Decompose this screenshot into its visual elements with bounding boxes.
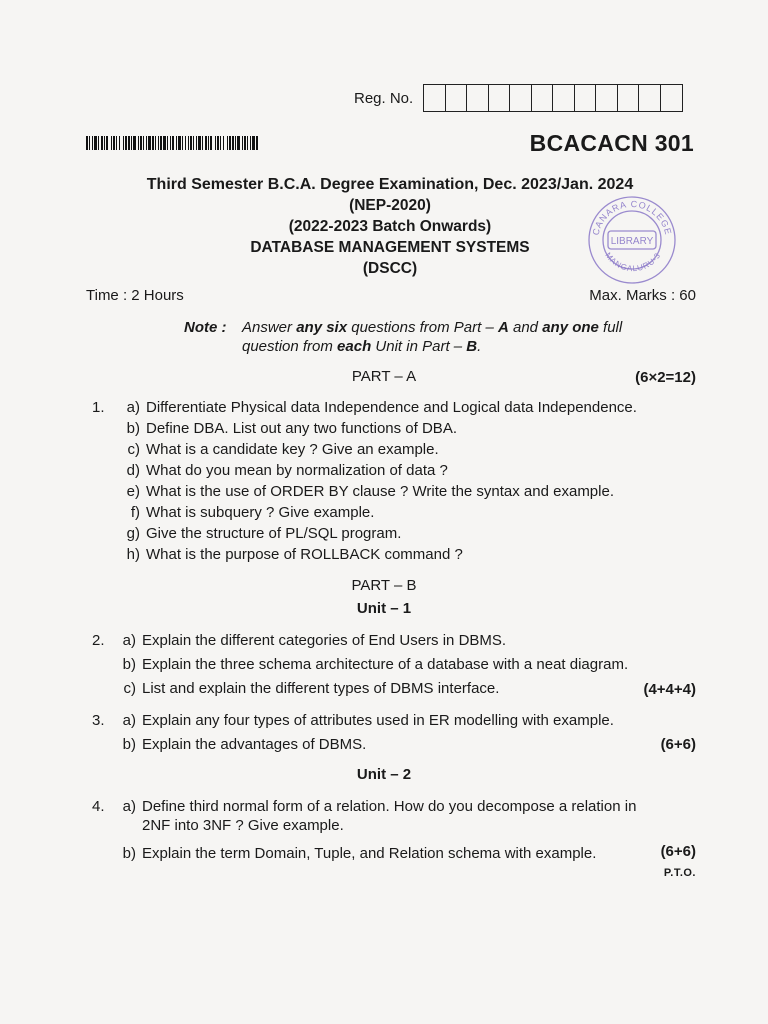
note-text: full (598, 319, 623, 336)
question-letter: a) (122, 798, 136, 815)
note-text: Unit in Part – (371, 338, 467, 355)
question-letter: c) (127, 441, 140, 458)
part-b-title: PART – B (351, 577, 417, 594)
question-text: Explain the advantages of DBMS. (142, 736, 367, 753)
question-text: Define DBA. List out any two functions of DBA. (146, 420, 457, 437)
question-text: What is a candidate key ? Give an example. (146, 441, 439, 458)
reg-no-box[interactable] (553, 85, 575, 111)
stamp-bottom-text: MANGALURU-3 (603, 250, 663, 274)
question-number: 4. (92, 798, 105, 815)
reg-no-box[interactable] (510, 85, 532, 111)
reg-no (354, 84, 683, 112)
question-letter: a) (122, 632, 136, 649)
question-4-marks: (6+6) (660, 843, 696, 860)
question-4 (92, 797, 672, 864)
reg-no-box[interactable] (532, 85, 554, 111)
question-letter: f) (130, 504, 140, 521)
question-text: Explain the three schema architecture of a database with a neat diagram. (142, 656, 629, 673)
exam-scheme: (NEP-2020) (349, 197, 431, 214)
question-row (92, 843, 672, 864)
reg-no-box[interactable] (467, 85, 489, 111)
note-emphasis: B (466, 338, 478, 355)
instruction-note (184, 318, 684, 356)
question-text-line: Define third normal form of a relation. How do you decompose a relation in (142, 798, 637, 815)
barcode-icon (86, 136, 258, 150)
question-text: What is the purpose of ROLLBACK command ? (146, 546, 463, 563)
note-text: . (477, 338, 482, 355)
reg-no-label: Reg. No. (354, 89, 414, 107)
subject-title: DATABASE MANAGEMENT SYSTEMS (250, 239, 530, 256)
question-text: Explain the term Domain, Tuple, and Relation schema with example. (142, 845, 597, 862)
reg-no-box[interactable] (424, 85, 446, 111)
question-row (92, 654, 672, 675)
question-text-line: 2NF into 3NF ? Give example. (142, 817, 344, 834)
note-text: Answer (242, 319, 297, 336)
reg-no-box[interactable] (618, 85, 640, 111)
part-a-marks: (6×2=12) (635, 369, 696, 386)
note-text: question from (242, 338, 338, 355)
reg-no-box[interactable] (446, 85, 468, 111)
reg-no-box[interactable] (575, 85, 597, 111)
reg-no-boxes[interactable] (423, 84, 683, 112)
question-letter: e) (126, 483, 140, 500)
part-a-title: PART – A (351, 368, 417, 385)
library-stamp-icon (584, 193, 680, 285)
note-text: questions from Part – (347, 319, 498, 336)
question-text: What do you mean by normalization of data ? (146, 462, 448, 479)
question-letter: b) (122, 845, 136, 862)
part-a-questions (92, 397, 672, 565)
note-emphasis: each (337, 338, 372, 355)
question-3-marks: (6+6) (660, 736, 696, 753)
exam-batch: (2022-2023 Batch Onwards) (288, 218, 492, 235)
note-emphasis: any six (296, 319, 348, 336)
question-letter: g) (126, 525, 140, 542)
question-letter: a) (126, 399, 140, 416)
question-letter: c) (123, 680, 136, 697)
unit-1-title: Unit – 1 (356, 600, 412, 617)
exam-meta (86, 287, 696, 304)
reg-no-box[interactable] (661, 85, 683, 111)
exam-title: Third Semester B.C.A. Degree Examination, Dec. 2023/Jan. 2024 (146, 176, 634, 193)
question-number: 2. (92, 632, 105, 649)
note-emphasis: A (497, 319, 509, 336)
reg-no-box[interactable] (639, 85, 661, 111)
svg-text:MANGALURU-3 (603, 251, 662, 273)
question-row (92, 630, 672, 651)
subject-code: (DSCC) (362, 260, 418, 277)
question-letter: b) (126, 420, 140, 437)
question-letter: h) (126, 546, 140, 563)
question-row (92, 710, 672, 731)
question-letter: b) (122, 656, 136, 673)
question-row (92, 797, 672, 835)
question-text (142, 797, 672, 835)
question-row (92, 523, 672, 544)
question-row (92, 734, 672, 755)
reg-no-box[interactable] (489, 85, 511, 111)
question-text: List and explain the different types of DBMS interface. (142, 680, 500, 697)
unit-2-title: Unit – 2 (356, 766, 412, 783)
note-text: and (508, 319, 543, 336)
question-letter: a) (122, 712, 136, 729)
question-row (92, 397, 672, 418)
question-3 (92, 710, 672, 755)
question-text: What is the use of ORDER BY clause ? Write the syntax and example. (146, 483, 614, 500)
exam-time: Time : 2 Hours (86, 287, 184, 304)
question-number: 3. (92, 712, 105, 729)
question-row (92, 502, 672, 523)
question-letter: d) (126, 462, 140, 479)
question-row (92, 460, 672, 481)
question-text: What is subquery ? Give example. (146, 504, 375, 521)
question-row (92, 481, 672, 502)
question-row (92, 544, 672, 565)
reg-no-box[interactable] (596, 85, 618, 111)
stamp-center-text: LIBRARY (610, 236, 654, 247)
question-text: Explain the different categories of End Users in DBMS. (142, 632, 507, 649)
question-2-marks: (4+4+4) (643, 681, 696, 698)
question-row (92, 439, 672, 460)
question-letter: b) (122, 736, 136, 753)
question-row (92, 418, 672, 439)
note-emphasis: any one (542, 319, 599, 336)
question-2 (92, 630, 672, 699)
question-text: Differentiate Physical data Independence and Logical data Independence. (146, 399, 637, 416)
note-label: Note : (184, 319, 227, 336)
pto-label: P.T.O. (663, 867, 696, 879)
stamp-top-text: CANARA COLLEGE (590, 198, 674, 237)
max-marks: Max. Marks : 60 (589, 287, 696, 304)
question-row (92, 678, 672, 699)
question-number: 1. (92, 399, 105, 416)
question-text: Explain any four types of attributes used in ER modelling with example. (142, 712, 614, 729)
paper-code: BCACACN 301 (529, 130, 694, 156)
question-text: Give the structure of PL/SQL program. (146, 525, 402, 542)
